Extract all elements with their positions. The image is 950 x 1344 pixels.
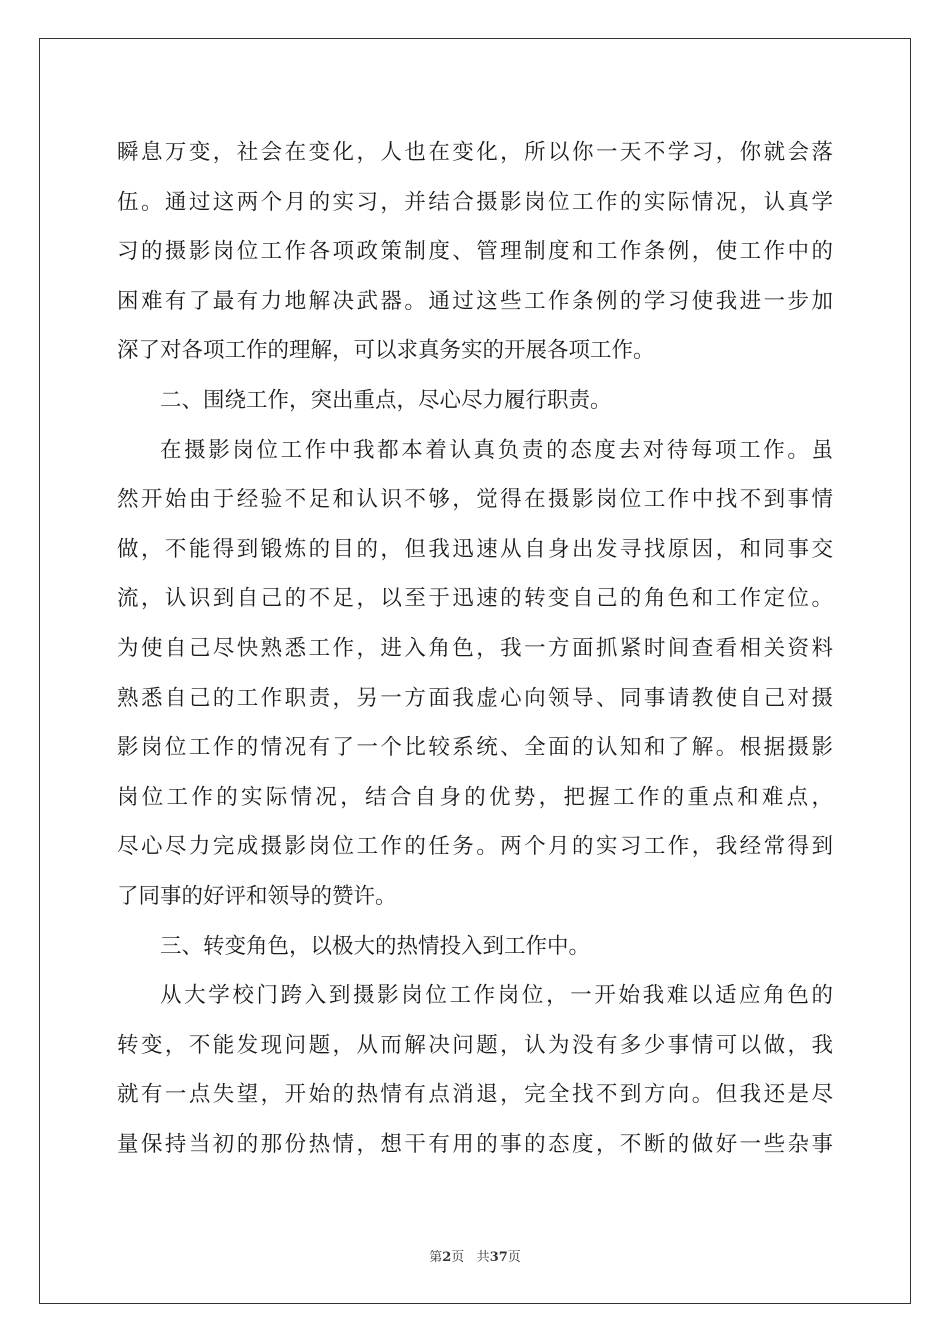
- text-line: 伍。通过这两个月的实习，并结合摄影岗位工作的实际情况，认真学: [117, 189, 833, 215]
- page-unit: 页: [451, 1250, 465, 1265]
- text-line: 深了对各项工作的理解，可以求真务实的开展各项工作。: [117, 338, 655, 364]
- page-footer: [0, 1246, 950, 1265]
- text-line: 三、转变角色，以极大的热情投入到工作中。: [160, 933, 591, 959]
- text-line: 做，不能得到锻炼的目的，但我迅速从自身出发寻找原因，和同事交: [117, 536, 833, 562]
- text-line: 转变，不能发现问题，从而解决问题，认为没有多少事情可以做，我: [117, 1032, 833, 1058]
- page-total: 37: [489, 1250, 508, 1265]
- text-line: 瞬息万变，社会在变化，人也在变化，所以你一天不学习，你就会落: [117, 140, 833, 165]
- text-line: 困难有了最有力地解决武器。通过这些工作条例的学习使我进一步加: [117, 288, 833, 314]
- text-line: 影岗位工作的情况有了一个比较系统、全面的认知和了解。根据摄影: [117, 735, 833, 761]
- text-line: 从大学校门跨入到摄影岗位工作岗位，一开始我难以适应角色的: [160, 983, 833, 1009]
- text-line: 岗位工作的实际情况，结合自身的优势，把握工作的重点和难点，: [117, 784, 833, 810]
- text-line: 习的摄影岗位工作各项政策制度、管理制度和工作条例，使工作中的: [117, 239, 833, 265]
- paragraph: [117, 376, 833, 426]
- text-line: 然开始由于经验不足和认识不够，觉得在摄影岗位工作中找不到事情: [117, 487, 833, 513]
- page-current: 2: [442, 1250, 452, 1265]
- paragraph: [117, 971, 833, 1169]
- paragraph: [117, 922, 833, 972]
- text-line: 就有一点失望，开始的热情有点消退，完全找不到方向。但我还是尽: [117, 1082, 833, 1108]
- text-line: 为使自己尽快熟悉工作，进入角色，我一方面抓紧时间查看相关资料: [117, 635, 833, 661]
- text-line: 二、围绕工作，突出重点，尽心尽力履行职责。: [160, 387, 612, 413]
- paragraph: [117, 128, 833, 376]
- text-line: 尽心尽力完成摄影岗位工作的任务。两个月的实习工作，我经常得到: [117, 834, 833, 860]
- page-prefix: 第: [429, 1250, 443, 1265]
- text-line: 流，认识到自己的不足，以至于迅速的转变自己的角色和工作定位。: [117, 586, 833, 612]
- total-prefix: 共: [476, 1250, 490, 1265]
- text-line: 了同事的好评和领导的赞许。: [117, 883, 397, 909]
- text-line: 熟悉自己的工作职责，另一方面我虚心向领导、同事请教使自己对摄: [117, 685, 833, 711]
- text-line: 量保持当初的那份热情，想干有用的事的态度，不断的做好一些杂事: [117, 1131, 833, 1157]
- document-body: [117, 128, 833, 1169]
- paragraph: [117, 426, 833, 922]
- total-unit: 页: [507, 1250, 521, 1265]
- text-line: 在摄影岗位工作中我都本着认真负责的态度去对待每项工作。虽: [160, 437, 833, 463]
